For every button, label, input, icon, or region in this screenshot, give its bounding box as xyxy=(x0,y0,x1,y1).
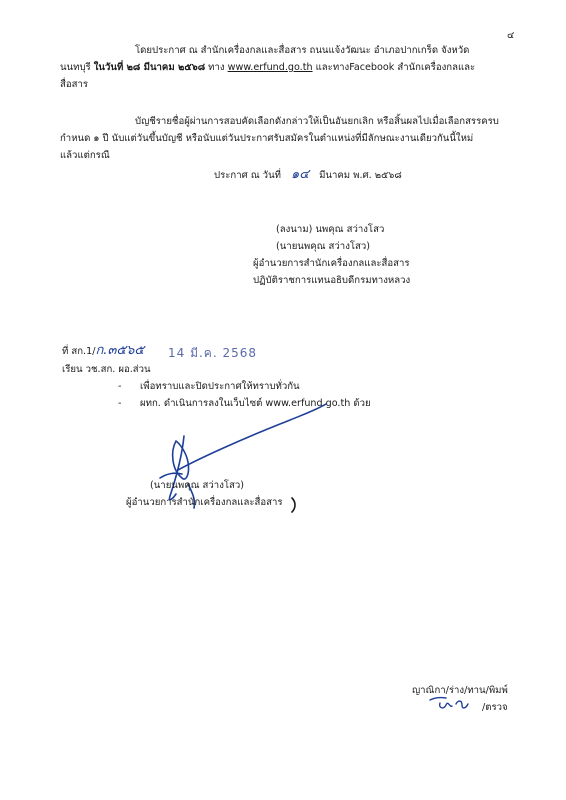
memo-signatory-position: ผู้อำนวยการสำนักเครื่องกลและสื่อสาร xyxy=(126,497,283,508)
memo-ref-prefix: ที่ สก.1/ xyxy=(62,346,96,357)
website-link[interactable]: www.erfund.go.th xyxy=(227,62,313,73)
memo-ref-number-handwritten: ก.๓๕๖๕ xyxy=(95,343,145,358)
notice-line-2-mid: ทาง xyxy=(208,62,225,73)
notice-line-3: สื่อสาร xyxy=(60,79,89,90)
footer-line-2: /ตรวจ xyxy=(482,702,508,713)
signed-line: (ลงนาม) นพคุณ สว่างโสว xyxy=(276,224,385,235)
validity-line-3: แล้วแต่กรณี xyxy=(60,150,110,161)
signatory-name: (นายนพคุณ สว่างโสว) xyxy=(276,241,371,252)
memo-to: เรียน วช.สก. ผอ.ส่วน xyxy=(62,364,151,375)
page-number: ๔ xyxy=(507,30,515,41)
memo-signatory-name: (นายนพคุณ สว่างโสว) xyxy=(150,480,245,491)
notice-line-1: โดยประกาศ ณ สำนักเครื่องกลและสื่อสาร ถนนแจ้งวัฒนะ อำเภอปากเกร็ด จังหวัด xyxy=(135,45,470,56)
notice-line-2-pre: นนทบุรี xyxy=(60,62,91,73)
signatory-position: ผู้อำนวยการสำนักเครื่องกลและสื่อสาร xyxy=(253,258,410,269)
notice-line-2-post: และทางFacebook สำนักเครื่องกลและ xyxy=(315,62,476,73)
announced-post: มีนาคม พ.ศ. ๒๕๖๘ xyxy=(319,170,402,181)
memo-bullet-1-text: เพื่อทราบและปิดประกาศให้ทราบทั่วกัน xyxy=(140,381,300,392)
signatory-acting: ปฏิบัติราชการแทนอธิบดีกรมทางหลวง xyxy=(253,275,411,286)
announced-day-handwritten: ๑๔ xyxy=(290,167,310,182)
bullet-dash: - xyxy=(118,398,122,409)
announced-pre: ประกาศ ณ วันที่ xyxy=(214,170,281,181)
footer-line-1: ญาณิกา/ร่าง/ทาน/พิมพ์ xyxy=(412,685,508,696)
validity-line-2: กำหนด ๑ ปี นับแต่วันขึ้นบัญชี หรือนับแต่วันประกาศรับสมัครในตำแหน่งที่มีลักษณะงานเดียวกันนี้ใหม่ xyxy=(60,133,474,144)
bullet-dash: - xyxy=(118,381,122,392)
validity-line-1: บัญชีรายชื่อผู้ผ่านการสอบคัดเลือกดังกล่าวให้เป็นอันยกเลิก หรือสิ้นผลไปเมื่อเลือกสรรครบ xyxy=(135,116,499,127)
notice-date: ในวันที่ ๒๘ มีนาคม ๒๕๖๘ xyxy=(93,62,206,73)
memo-bullet-2-text: ผทก. ดำเนินการลงในเว็บไซต์ www.erfund.go.th ด้วย xyxy=(140,398,371,409)
date-stamp: 14 มี.ค. 2568 xyxy=(168,346,258,360)
